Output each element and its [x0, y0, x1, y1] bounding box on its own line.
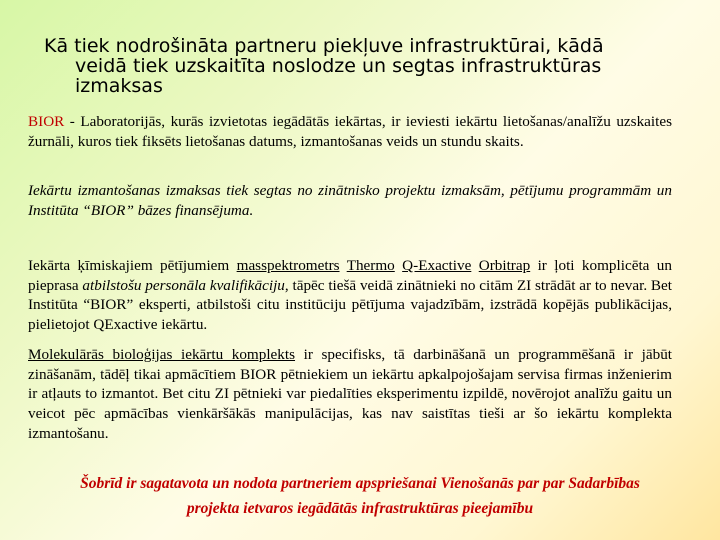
- equipment-link-orbitrap: Orbitrap: [478, 257, 531, 274]
- paragraph-cost-coverage: Iekārtu izmantošanas izmaksas tiek segtas no zinātnisko projektu izmaksām, pētījumu programmām un Institūta “BIOR” bāzes finansējuma.: [28, 182, 672, 219]
- title-line-1: Kā tiek nodrošināta partneru piekļuve infrastruktūrai, kādā: [44, 35, 604, 57]
- equipment-link-thermo: Thermo: [346, 257, 395, 274]
- equipment-link-q-exactive: Q-Exactive: [402, 257, 472, 274]
- footer-note: [20, 471, 700, 521]
- paragraph-bior-usage-logs: [28, 112, 672, 151]
- footer-line-2: projekta ietvaros iegādātās infrastruktūras pieejamību: [186, 500, 534, 517]
- bior-label: BIOR: [28, 113, 65, 130]
- paragraph-mass-spectrometer: Iekārta ķīmiskajiem pētījumiem masspektrometrs Thermo Q-Exactive Orbitrap ir ļoti komplicēta un pieprasa atbilstošu personāla kvalifikāciju, tāpēc tiešā veidā zinātnieki no citām ZI strādāt ar to nevar. Bet Institūta “BIOR” eksperti, atbilstoši citu institūciju pētījuma vajadzībām, izstrādā kopējās publikācijas, pielietojot QExactive iekārtu.: [28, 257, 673, 334]
- paragraph-molecular-biology: Molekulārās bioloģijas iekārtu komplekts ir specifisks, tā darbināšanā un programmēšanā ir jābūt zināšanām, tādēļ tikai apmācītiem BIOR pētniekiem un iekārtu apkalpojošajam servisa firmas inženierim ir atļauts to izmantot. Bet citu ZI pētnieki var piedalīties eksperimentu izpildē, novērojot analīžu gaitu un veicot pēc apmācības vienkāršākās manipulācijas, kas nav saistītas tieši ar šo iekārtu komplekta izmantošanu.: [28, 346, 673, 442]
- molecular-biology-kit-label: Molekulārās bioloģijas iekārtu komplekts: [28, 346, 296, 363]
- equipment-link-masspektrometrs: masspektrometrs: [236, 257, 340, 274]
- title-line-3: izmaksas: [75, 75, 163, 97]
- page-title: [44, 36, 684, 96]
- paragraph-text: - Laboratorijās, kurās izvietotas iegādātās iekārtas, ir ieviesti iekārtu lietošanas/analīžu uzskaites žurnāli, kuros tiek fiksēts lietošanas datums, izmantošanas veids un stundu skaits.: [28, 113, 672, 150]
- qualification-emphasis: atbilstošu personāla kvalifikāciju: [82, 276, 285, 294]
- footer-line-1: Šobrīd ir sagatavota un nodota partneriem apspriešanai Vienošanās par par Sadarbības: [80, 475, 640, 492]
- title-line-2: veidā tiek uzskaitīta noslodze un segtas infrastruktūras: [75, 55, 602, 77]
